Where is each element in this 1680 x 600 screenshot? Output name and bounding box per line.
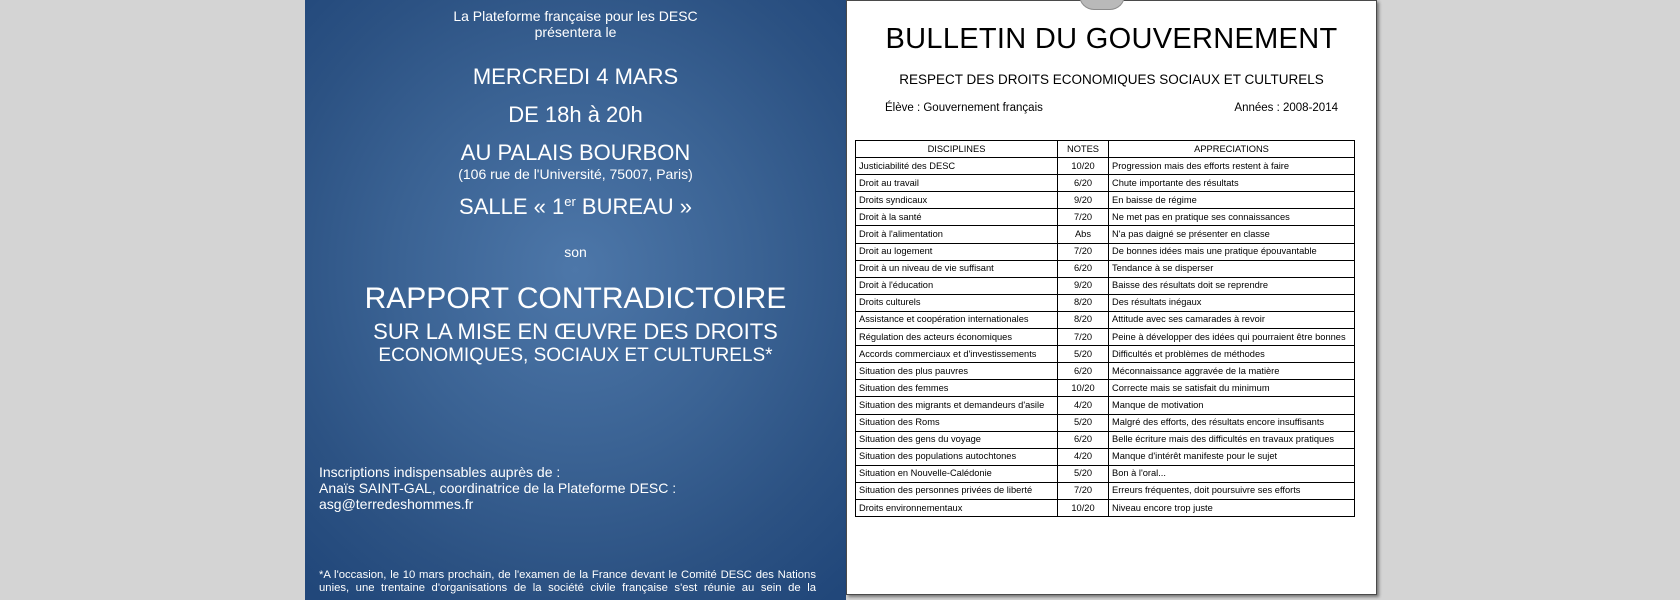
years-label: Années : 2008-2014 [1234,102,1338,114]
note-cell: 6/20 [1058,175,1109,192]
table-row [856,294,1355,311]
discipline-cell: Situation des gens du voyage [856,431,1058,448]
table-row [856,465,1355,482]
appreciation-cell: Chute importante des résultats [1109,175,1355,192]
discipline-cell: Droits syndicaux [856,192,1058,209]
report-title: RAPPORT CONTRADICTOIRE [364,282,787,315]
event-panel [305,0,846,600]
intro-line: présentera le [534,24,617,40]
table-header-row [856,141,1355,158]
header-disciplines: DISCIPLINES [856,141,1058,158]
note-cell: 5/20 [1058,414,1109,431]
note-cell: 5/20 [1058,346,1109,363]
discipline-cell: Situation des migrants et demandeurs d'asile [856,397,1058,414]
appreciation-cell: Méconnaissance aggravée de la matière [1109,363,1355,380]
table-row [856,209,1355,226]
table-row [856,277,1355,294]
appreciation-cell: Peine à développer des idées qui pourraient être bonnes [1109,329,1355,346]
table-row [856,346,1355,363]
appreciation-cell: Manque de motivation [1109,397,1355,414]
header-notes: NOTES [1058,141,1109,158]
appreciation-cell: Des résultats inégaux [1109,294,1355,311]
discipline-cell: Droit au travail [856,175,1058,192]
table-row [856,499,1355,516]
report-subtitle: SUR LA MISE EN ŒUVRE DES DROITS [373,319,778,344]
table-row [856,175,1355,192]
grades-table [855,140,1355,517]
discipline-cell: Situation des Roms [856,414,1058,431]
appreciation-cell: Tendance à se disperser [1109,260,1355,277]
appreciation-cell: N'a pas daigné se présenter en classe [1109,226,1355,243]
table-row [856,226,1355,243]
room-suffix: BUREAU » [575,194,692,219]
discipline-cell: Droit au logement [856,243,1058,260]
table-row [856,414,1355,431]
note-cell: 6/20 [1058,431,1109,448]
note-cell: 4/20 [1058,448,1109,465]
note-cell: 4/20 [1058,397,1109,414]
seal-emblem [1079,0,1125,10]
connector-text: son [564,244,587,260]
note-cell: 10/20 [1058,158,1109,175]
event-date: MERCREDI 4 MARS [472,64,679,89]
appreciation-cell: Bon à l'oral... [1109,465,1355,482]
note-cell: 9/20 [1058,192,1109,209]
discipline-cell: Situation des plus pauvres [856,363,1058,380]
table-row [856,431,1355,448]
table-row [856,329,1355,346]
inscription-email[interactable]: asg@terredeshommes.fr [319,496,474,512]
appreciation-cell: Correcte mais se satisfait du minimum [1109,380,1355,397]
note-cell: 7/20 [1058,329,1109,346]
appreciation-cell: En baisse de régime [1109,192,1355,209]
event-venue: AU PALAIS BOURBON [460,140,691,165]
event-time: DE 18h à 20h [508,102,643,127]
appreciation-cell: Malgré des efforts, des résultats encore insuffisants [1109,414,1355,431]
appreciation-cell: Niveau encore trop juste [1109,499,1355,516]
discipline-cell: Situation en Nouvelle-Calédonie [856,465,1058,482]
student-label: Élève : Gouvernement français [885,102,1043,114]
discipline-cell: Droits environnementaux [856,499,1058,516]
appreciation-cell: De bonnes idées mais une pratique épouvantable [1109,243,1355,260]
note-cell: 9/20 [1058,277,1109,294]
table-row [856,448,1355,465]
bulletin-subtitle: RESPECT DES DROITS ECONOMIQUES SOCIAUX ET CULTURELS [899,72,1324,87]
inscription-contact: Anaïs SAINT-GAL, coordinatrice de la Plateforme DESC : [319,480,677,496]
bulletin-page [846,0,1377,595]
appreciation-cell: Manque d'intérêt manifeste pour le sujet [1109,448,1355,465]
footnote: *A l'occasion, le 10 mars prochain, de l'examen de la France devant le Comité DESC des Nations unies, une trentaine d'organisations de la société civile française s'est réunie au sein de la [319,569,816,594]
appreciation-cell: Belle écriture mais des difficultés en travaux pratiques [1109,431,1355,448]
discipline-cell: Droit à un niveau de vie suffisant [856,260,1058,277]
appreciation-cell: Progression mais des efforts restent à faire [1109,158,1355,175]
note-cell: 7/20 [1058,209,1109,226]
discipline-cell: Régulation des acteurs économiques [856,329,1058,346]
discipline-cell: Justiciabilité des DESC [856,158,1058,175]
report-subtitle: ECONOMIQUES, SOCIAUX ET CULTURELS* [378,345,773,366]
appreciation-cell: Attitude avec ses camarades à revoir [1109,311,1355,328]
note-cell: 10/20 [1058,380,1109,397]
table-row [856,192,1355,209]
discipline-cell: Situation des populations autochtones [856,448,1058,465]
room-prefix: SALLE « 1 [459,194,565,219]
table-row [856,380,1355,397]
table-row [856,158,1355,175]
discipline-cell: Droit à l'alimentation [856,226,1058,243]
discipline-cell: Droit à la santé [856,209,1058,226]
note-cell: 5/20 [1058,465,1109,482]
note-cell: 8/20 [1058,311,1109,328]
event-room [305,194,846,220]
note-cell: 8/20 [1058,294,1109,311]
table-row [856,397,1355,414]
note-cell: 10/20 [1058,499,1109,516]
intro-line: La Plateforme française pour les DESC [453,8,698,24]
discipline-cell: Accords commerciaux et d'investissements [856,346,1058,363]
inscription-heading: Inscriptions indispensables auprès de : [319,464,561,480]
discipline-cell: Assistance et coopération internationales [856,311,1058,328]
appreciation-cell: Ne met pas en pratique ses connaissances [1109,209,1355,226]
bulletin-title: BULLETIN DU GOUVERNEMENT [885,23,1338,55]
room-superscript: er [564,194,576,209]
note-cell: Abs [1058,226,1109,243]
note-cell: 6/20 [1058,260,1109,277]
discipline-cell: Situation des femmes [856,380,1058,397]
note-cell: 7/20 [1058,482,1109,499]
appreciation-cell: Difficultés et problèmes de méthodes [1109,346,1355,363]
appreciation-cell: Baisse des résultats doit se reprendre [1109,277,1355,294]
discipline-cell: Droits culturels [856,294,1058,311]
table-row [856,243,1355,260]
table-row [856,363,1355,380]
note-cell: 7/20 [1058,243,1109,260]
header-appreciations: APPRECIATIONS [1109,141,1355,158]
event-address: (106 rue de l'Université, 75007, Paris) [458,166,693,182]
discipline-cell: Situation des personnes privées de liberté [856,482,1058,499]
appreciation-cell: Erreurs fréquentes, doit poursuivre ses efforts [1109,482,1355,499]
note-cell: 6/20 [1058,363,1109,380]
discipline-cell: Droit à l'éducation [856,277,1058,294]
table-row [856,482,1355,499]
table-row [856,260,1355,277]
table-row [856,311,1355,328]
